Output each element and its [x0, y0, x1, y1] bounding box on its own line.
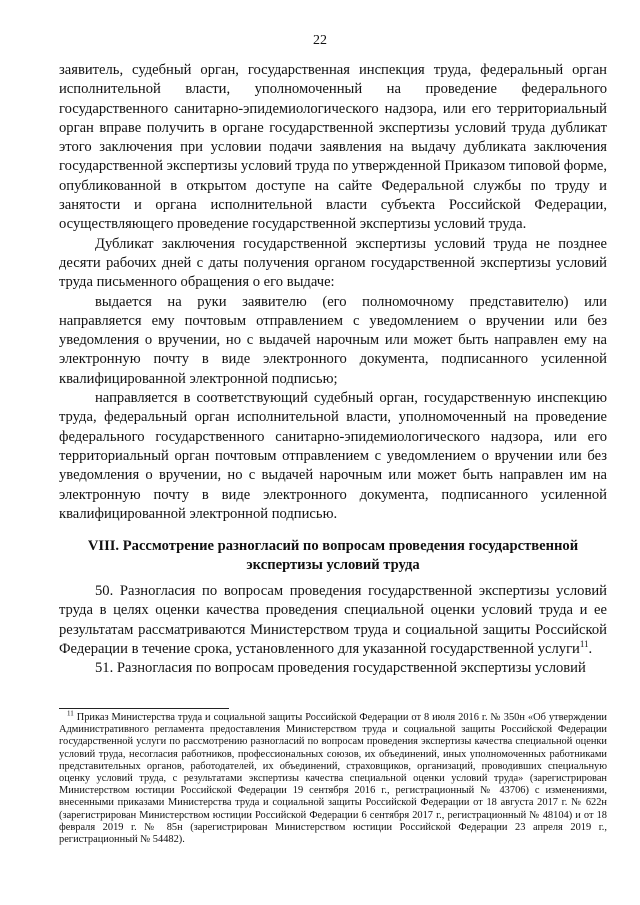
section-heading-line-1: VIII. Рассмотрение разногласий по вопросам проведения государственной: [87, 538, 579, 554]
footnote-mark: 11: [67, 709, 74, 718]
footnote-reference: 11: [579, 639, 589, 650]
body-text-top: [59, 61, 607, 524]
paragraph-50-text: 50. Разногласия по вопросам проведения государственной экспертизы условий труда в целях оценки качества проведения специальной оценки условий труда и ее результатам рассматриваются Министерством труда и социальной защиты Российской Федерации в течение срока, установленного для указанной государственной услуги: [59, 583, 607, 657]
paragraph-issued-to-applicant: выдается на руки заявителю (его полномочному представителю) или направляется ему почтовым отправлением с уведомлением о вручении или без уведомления о вручении, но с выдачей нарочным или может быть направлен ему на электронную почту в виде электронного документа, подписанного усиленной квалифицированной электронной подписью;: [59, 293, 607, 387]
paragraph-sent-to-authority: направляется в соответствующий судебный орган, государственную инспекцию труда, федеральный орган исполнительной власти, уполномоченный на проведение федерального государственного санитарно-эпидемиологического надзора, или его территориальный орган почтовым отправлением с уведомлением о вручении или без уведомления о вручении, но с выдачей нарочным или может быть направлен им на электронную почту в виде электронного документа, подписанного усиленной квалифицированной электронной подписью.: [59, 390, 607, 522]
paragraph-51: 51. Разногласия по вопросам проведения государственной экспертизы условий: [95, 660, 586, 677]
footnote: [59, 709, 607, 846]
paragraph-applicant-duplicate: заявитель, судебный орган, государственная инспекция труда, федеральный орган исполнительной власти, уполномоченный на проведение федерального государственного санитарно-эпидемиологического надзора, или его территориальный орган вправе получить в органе государственной экспертизы условий труда дубликат этого заключения при условии подачи заявления на выдачу дубликата заключения государственной экспертизы условий труда по утвержденной Приказом типовой форме, опубликованной в открытом доступе на сайте Федеральной службы по труду и занятости и органа исполнительной власти субъекта Российской Федерации, осуществляющего проведение государственной экспертизы условий труда.: [59, 62, 607, 233]
paragraph-duplicate-deadline: Дубликат заключения государственной экспертизы условий труда не позднее десяти рабочих дней с даты получения органом государственной экспертизы условий труда письменного обращения о его выдаче:: [59, 235, 607, 291]
body-text-bottom: [59, 582, 607, 678]
footnote-divider: [59, 708, 229, 709]
section-heading-line-2: экспертизы условий труда: [246, 557, 420, 574]
section-heading: [59, 537, 607, 576]
page-number: 22: [313, 33, 327, 48]
paragraph-50: [59, 582, 607, 659]
footnote-text: Приказ Министерства труда и социальной защиты Российской Федерации от 8 июля 2016 г. № 350н «Об утверждении Административного регламента предоставления Министерством труда и социальной защиты Российской Федерации государственной услуги по рассмотрению разногласий по вопросам проведения экспертизы качества специальной оценки условий труда, несогласия работников, профессиональных союзов, их объединений, иных уполномоченных работниками представительных органов, работодателей, их объединений, страховщиков, организаций, проводивших специальную оценку условий труда, с результатами экспертизы качества специальной оценки условий труда» (зарегистрирован Министерством юстиции Российской Федерации 19 сентября 2016 г., регистрационный № 43706) с изменениями, внесенными приказами Министерства труда и социальной защиты Российской Федерации от 18 августа 2017 г. № 622н (зарегистрирован Министерством юстиции Российской Федерации 6 сентября 2017 г., регистрационный № 48104) и от 18 февраля 2019 г. № 85н (зарегистрирован Министерством юстиции Российской Федерации 23 апреля 2019 г., регистрационный № 54482).: [59, 712, 607, 846]
paragraph-50-end: .: [588, 640, 593, 657]
